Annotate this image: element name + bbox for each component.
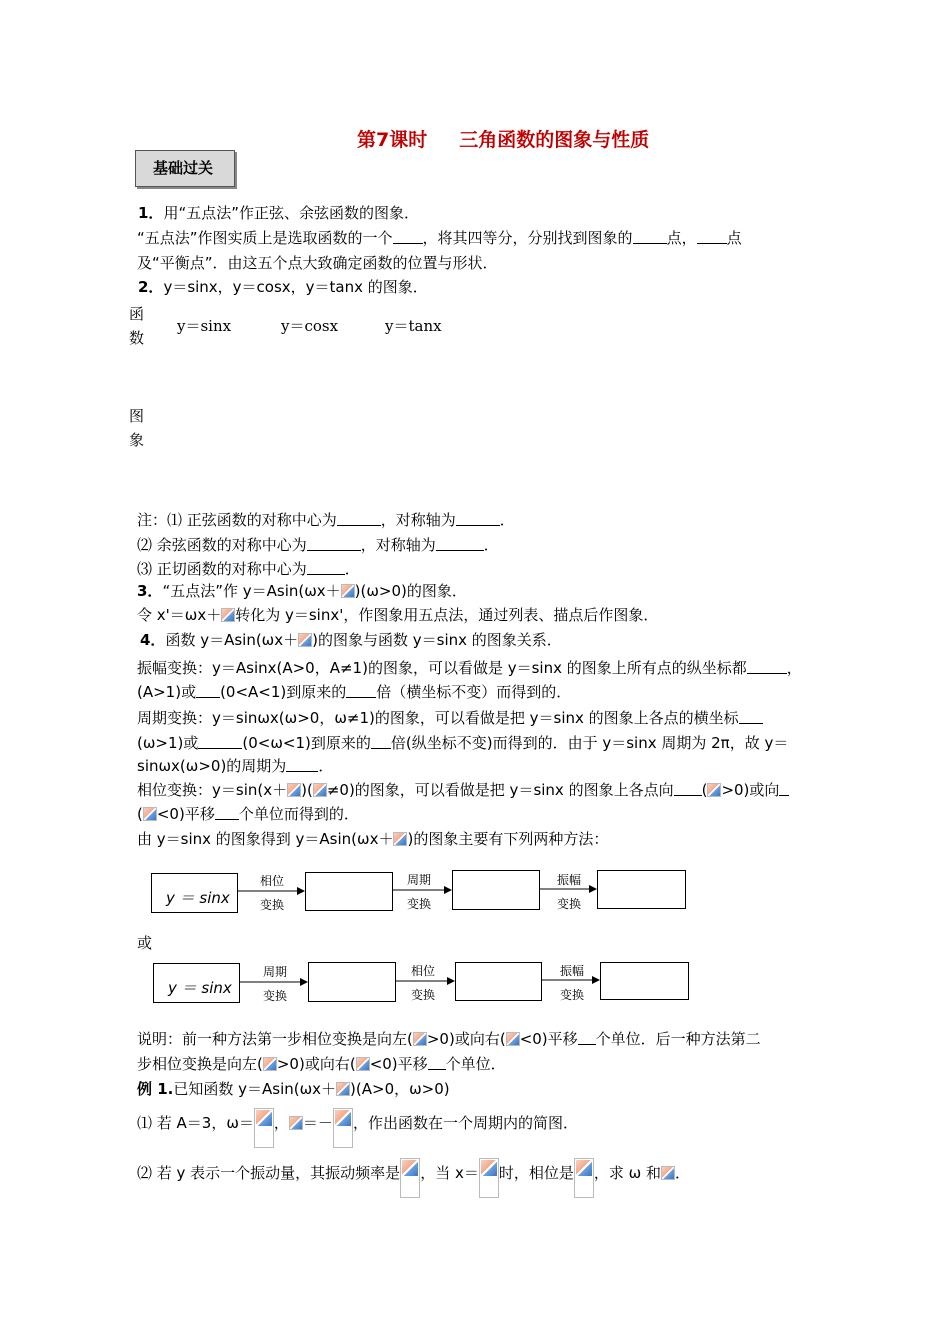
- q2-text: y＝sinx，y＝cosx，y＝tanx 的图象．: [163, 278, 428, 296]
- explanation-a: 说明：前一种方法第一步相位变换是向左(: [137, 1030, 413, 1048]
- period-a: 周期变换：y＝sinωx(ω>0，ω≠1)的图象，可以看做是把 y＝sinx 的图象上各点的横坐标: [137, 709, 739, 727]
- fraction-image-icon: [254, 1108, 274, 1148]
- methods-b: )的图象主要有下列两种方法：: [407, 830, 609, 848]
- phi-image-icon: [413, 1032, 427, 1046]
- flow1-start-text: y ＝ sinx: [166, 889, 230, 907]
- note1-a: 注：⑴ 正弦函数的对称中心为: [137, 511, 337, 529]
- period3-a: sinωx(ω>0)的周期为: [137, 757, 287, 775]
- note3-a: ⑶ 正切函数的对称中心为: [137, 560, 307, 578]
- flow1-label-3-top: 振幅: [557, 873, 582, 887]
- label-char: 象: [129, 431, 145, 449]
- flow1-label-1-top: 相位: [260, 874, 285, 888]
- q1-number: 1．: [138, 204, 164, 222]
- q2-number: 2．: [138, 278, 164, 296]
- note2-c: ．: [483, 536, 499, 554]
- period3-b: ．: [318, 757, 334, 775]
- section-tag: 基础过关: [135, 150, 235, 187]
- phase-a: 相位变换：y＝sin(x＋: [137, 781, 288, 799]
- phi-image-icon: [506, 1032, 520, 1046]
- phase-c: ≠0)的图象，可以看做是把 y＝sinx 的图象上各点向: [326, 781, 674, 799]
- flow2-label-3-top: 振幅: [560, 964, 585, 978]
- phi-image-icon: [356, 1057, 370, 1071]
- phi-image-icon: [661, 1166, 675, 1180]
- amplitude-b: ，: [786, 659, 802, 677]
- example1-part1-b: ，: [273, 1114, 289, 1132]
- q1-line2-c: 点，: [666, 229, 697, 247]
- q4-number: 4．: [140, 631, 166, 649]
- example1-label: 例 1.: [137, 1080, 174, 1098]
- q1-text: 用“五点法”作正弦、余弦函数的图象．: [163, 204, 419, 222]
- flow2-start-text: y ＝ sinx: [168, 979, 232, 997]
- q3-b: )(ω>0)的图象．: [354, 582, 467, 600]
- label-char: 函: [129, 305, 145, 323]
- table-header-sin: y＝sinx: [177, 317, 232, 335]
- explanation-d: 个单位．后一种方法第二: [595, 1030, 761, 1048]
- explanation2-a: 步相位变换是向左(: [137, 1055, 263, 1073]
- note2-b: ，对称轴为: [360, 536, 436, 554]
- amplitude-a: 振幅变换：y＝Asinx(A>0，A≠1)的图象，可以看做是 y＝sinx 的图象上所有点的纵坐标都: [137, 659, 747, 677]
- q4-b: )的图象与函数 y＝sinx 的图象关系．: [312, 631, 562, 649]
- amplitude2-b: (0<A<1)到原来的: [220, 683, 347, 701]
- methods-a: 由 y＝sinx 的图象得到 y＝Asin(ωx＋: [137, 830, 394, 848]
- phase-e: >0)或向: [721, 781, 780, 799]
- flow2-label-2-bottom: 变换: [411, 988, 436, 1002]
- example1-part1: [137, 1112, 578, 1148]
- label-char: 图: [129, 407, 145, 425]
- flow1-label-3-bottom: 变换: [557, 897, 582, 911]
- note1-b: ，对称轴为: [380, 511, 456, 529]
- q4-a: 函数 y＝Asin(ωx＋: [165, 631, 299, 649]
- or-text: 或: [137, 934, 153, 952]
- phase2-c: 个单位而得到的．: [238, 805, 359, 823]
- label-char: 数: [129, 329, 145, 347]
- q1-line2-d: 点: [726, 229, 742, 247]
- fraction-image-icon: [333, 1108, 353, 1148]
- explanation-line1: [137, 1028, 761, 1049]
- blank: [578, 1029, 596, 1045]
- flow2-label-1-bottom: 变换: [263, 989, 288, 1003]
- period2-b: (0<ω<1)到原来的: [242, 734, 371, 752]
- example1-part2-e: ．: [674, 1164, 690, 1182]
- phase2-b: <0)平移: [156, 805, 215, 823]
- title-lesson-number: 第7课时: [357, 129, 428, 151]
- fraction-image-icon: [574, 1158, 594, 1198]
- explanation2-d: 个单位．: [445, 1055, 506, 1073]
- example1-part1-a: ⑴ 若 A＝3，ω＝: [137, 1114, 254, 1132]
- note1-c: ．: [499, 511, 515, 529]
- example1-part1-d: ，作出函数在一个周期内的简图．: [352, 1114, 578, 1132]
- note3-b: ．: [344, 560, 360, 578]
- title-topic: 三角函数的图象与性质: [459, 129, 650, 151]
- flow1-label-2-top: 周期: [407, 873, 432, 887]
- explanation-c: <0)平移: [519, 1030, 578, 1048]
- example1-part2-a: ⑵ 若 y 表示一个振动量，其振动频率是: [137, 1164, 401, 1182]
- phi-image-icon: [336, 1082, 350, 1096]
- flow2-label-2-top: 相位: [411, 964, 436, 978]
- explanation2-c: <0)平移: [369, 1055, 428, 1073]
- period2-c: 倍(纵坐标不变)而得到的．由于 y＝sinx 周期为 2π，故 y＝: [390, 734, 789, 752]
- example1-heading: [137, 1078, 450, 1099]
- phase-d: (: [701, 781, 708, 799]
- explanation2-b: >0)或向右(: [276, 1055, 356, 1073]
- q3-a: “五点法”作 y＝Asin(ωx＋: [162, 582, 341, 600]
- blank: [428, 1054, 446, 1070]
- flow1-label-1-bottom: 变换: [260, 898, 285, 912]
- note2-a: ⑵ 余弦函数的对称中心为: [137, 536, 307, 554]
- example1-part2-c: 时，相位是: [498, 1164, 574, 1182]
- example1-a: 已知函数 y＝Asin(ωx＋: [173, 1080, 337, 1098]
- q3-line2-b: 转化为 y＝sinx'，作图象用五点法，通过列表、描点后作图象．: [235, 606, 659, 624]
- phi-image-icon: [263, 1057, 277, 1071]
- period2-a: (ω>1)或: [137, 734, 199, 752]
- table-header-tan: y＝tanx: [385, 317, 442, 335]
- example1-part2: [137, 1162, 690, 1198]
- phase-b: )(: [301, 781, 313, 799]
- q1-line2-a: “五点法”作图实质上是选取函数的一个: [137, 229, 393, 247]
- phase2-a: (: [137, 805, 143, 823]
- q3-line2-a: 令 x'＝ωx＋: [137, 606, 222, 624]
- explanation-b: >0)或向右(: [426, 1030, 506, 1048]
- table-header-cos: y＝cosx: [281, 317, 339, 335]
- q3-number: 3．: [137, 582, 163, 600]
- flow1-label-2-bottom: 变换: [407, 897, 432, 911]
- flow2-label-1-top: 周期: [263, 965, 288, 979]
- phi-image-icon: [289, 1116, 303, 1130]
- example1-part2-d: ，求 ω 和: [593, 1164, 661, 1182]
- amplitude2-a: (A>1)或: [137, 683, 197, 701]
- example1-b: )(A>0，ω>0): [350, 1080, 450, 1098]
- flow2-label-3-bottom: 变换: [560, 988, 585, 1002]
- q1-line2-b: ，将其四等分，分别找到图象的: [422, 229, 633, 247]
- fraction-image-icon: [479, 1158, 499, 1198]
- amplitude2-c: 倍（横坐标不变）而得到的．: [376, 683, 572, 701]
- q1-line3: 及“平衡点”．由这五个点大致确定函数的位置与形状．: [137, 254, 498, 272]
- example1-part1-c: ＝－: [302, 1114, 333, 1132]
- example1-part2-b: ，当 x＝: [420, 1164, 479, 1182]
- explanation-line2: [137, 1053, 506, 1074]
- fraction-image-icon: [400, 1158, 420, 1198]
